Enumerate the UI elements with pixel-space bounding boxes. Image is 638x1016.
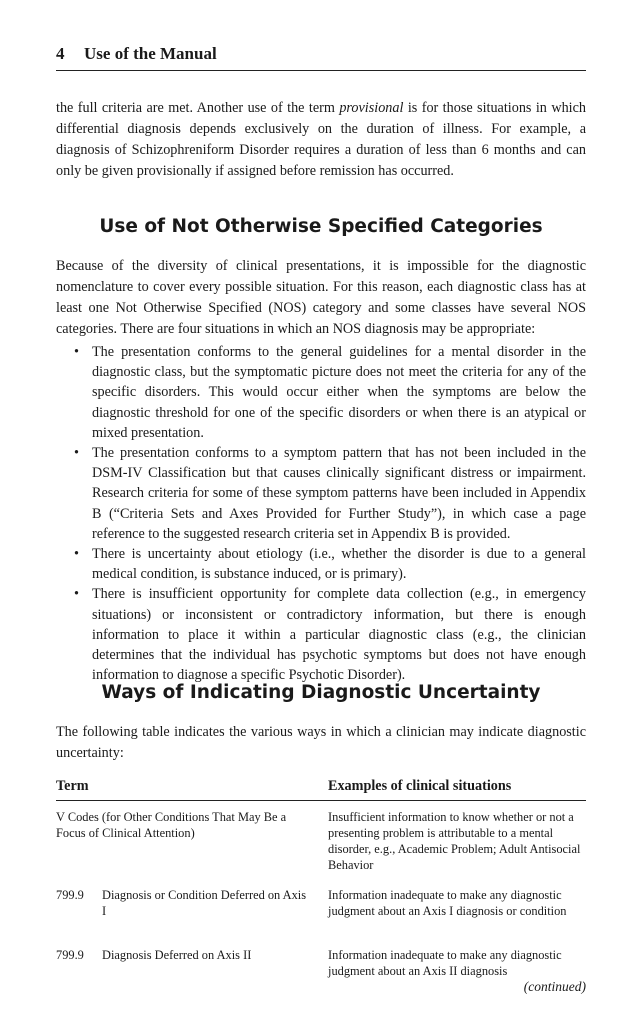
table-row — [56, 887, 586, 943]
table-cell-code: 799.9 — [56, 888, 84, 902]
table-cell-example: Information inadequate to make any diagnostic judgment about an Axis II diagnosis — [328, 948, 562, 978]
list-item-text: The presentation conforms to the general guidelines for a mental disorder in the diagnostic class, but the symptomatic picture does not meet the criteria for any of the specific disorders. This would occur either when the symptoms are below the diagnostic threshold for one of the specific disorders or when there is an atypical or mixed presentation. — [92, 344, 586, 441]
table-cell-term: Diagnosis Deferred on Axis II — [102, 948, 252, 962]
intro-text-start: the full criteria are met. Another use of the term — [56, 100, 340, 116]
table-header-examples: Examples of clinical situations — [328, 778, 512, 794]
table-row — [56, 947, 586, 999]
bullet-icon: • — [74, 344, 79, 360]
running-title: Use of the Manual — [84, 44, 217, 63]
table-cell-term: Diagnosis or Condition Deferred on Axis I — [102, 888, 307, 918]
table-cell-code: 799.9 — [56, 948, 84, 962]
list-item — [56, 544, 586, 584]
uncertainty-intro-paragraph: The following table indicates the various ways in which a clinician may indicate diagnostic uncertainty: — [56, 724, 586, 761]
list-item-text: There is insufficient opportunity for complete data collection (e.g., in emergency situations) or inconsistent or contradictory information, but there is enough information to place it within a particular diagnostic class (e.g., the clinician determines that the individual has psychotic symptoms but does not have enough information to diagnose a specific Psychotic Disorder). — [92, 586, 586, 684]
table-row — [56, 809, 586, 881]
continued-label: (continued) — [523, 979, 586, 994]
list-item — [56, 584, 586, 685]
list-item-text: There is uncertainty about etiology (i.e., whether the disorder is due to a general medical condition, is substance induced, or is primary). — [92, 546, 586, 583]
bullet-icon: • — [74, 546, 79, 563]
list-item — [56, 443, 586, 544]
table-header — [56, 778, 586, 801]
table-header-term: Term — [56, 778, 89, 794]
intro-text-end: is for those situations in which differential diagnosis depends exclusively on the duration of illness. For example, a diagnosis of Schizophreniform Disorder requires a duration of less than 6 months and can only be given provisionally if assigned before remission has occurred. — [56, 100, 586, 179]
list-item-text: The presentation conforms to a symptom pattern that has not been included in the DSM-IV Classification but that causes clinically significant distress or impairment. Research criteria for some of these symptom patterns have been included in Appendix B (“Criteria Sets and Axes Provided for Further Study”), in which case a page reference to the suggested research criteria set in Appendix B is provided. — [92, 445, 586, 542]
nos-situations-list — [56, 342, 586, 685]
running-header — [56, 44, 586, 71]
intro-paragraph — [56, 98, 586, 182]
uncertainty-table — [56, 778, 586, 999]
list-item — [56, 342, 586, 443]
page-number: 4 — [56, 44, 65, 63]
section-heading-uncertainty: Ways of Indicating Diagnostic Uncertainty — [101, 682, 541, 703]
table-cell-example: Insufficient information to know whether or not a presenting problem is attributable to a mental disorder, e.g., Academic Problem; Adult Antisocial Behavior — [328, 810, 581, 872]
bullet-icon: • — [74, 445, 79, 462]
table-cell-term: V Codes (for Other Conditions That May Be a Focus of Clinical Attention) — [56, 810, 287, 840]
table-cell-example: Information inadequate to make any diagnostic judgment about an Axis I diagnosis or condition — [328, 888, 567, 918]
section-heading-nos: Use of Not Otherwise Specified Categories — [99, 216, 543, 237]
bullet-icon: • — [74, 586, 79, 603]
nos-intro-paragraph: Because of the diversity of clinical presentations, it is impossible for the diagnostic nomenclature to cover every possible situation. For this reason, each diagnostic class has at least one Not Otherwise Specified (NOS) category and some classes have several NOS categories. There are four situations in which an NOS diagnosis may be appropriate: — [56, 258, 586, 337]
intro-emphasis: provisional — [339, 100, 404, 116]
